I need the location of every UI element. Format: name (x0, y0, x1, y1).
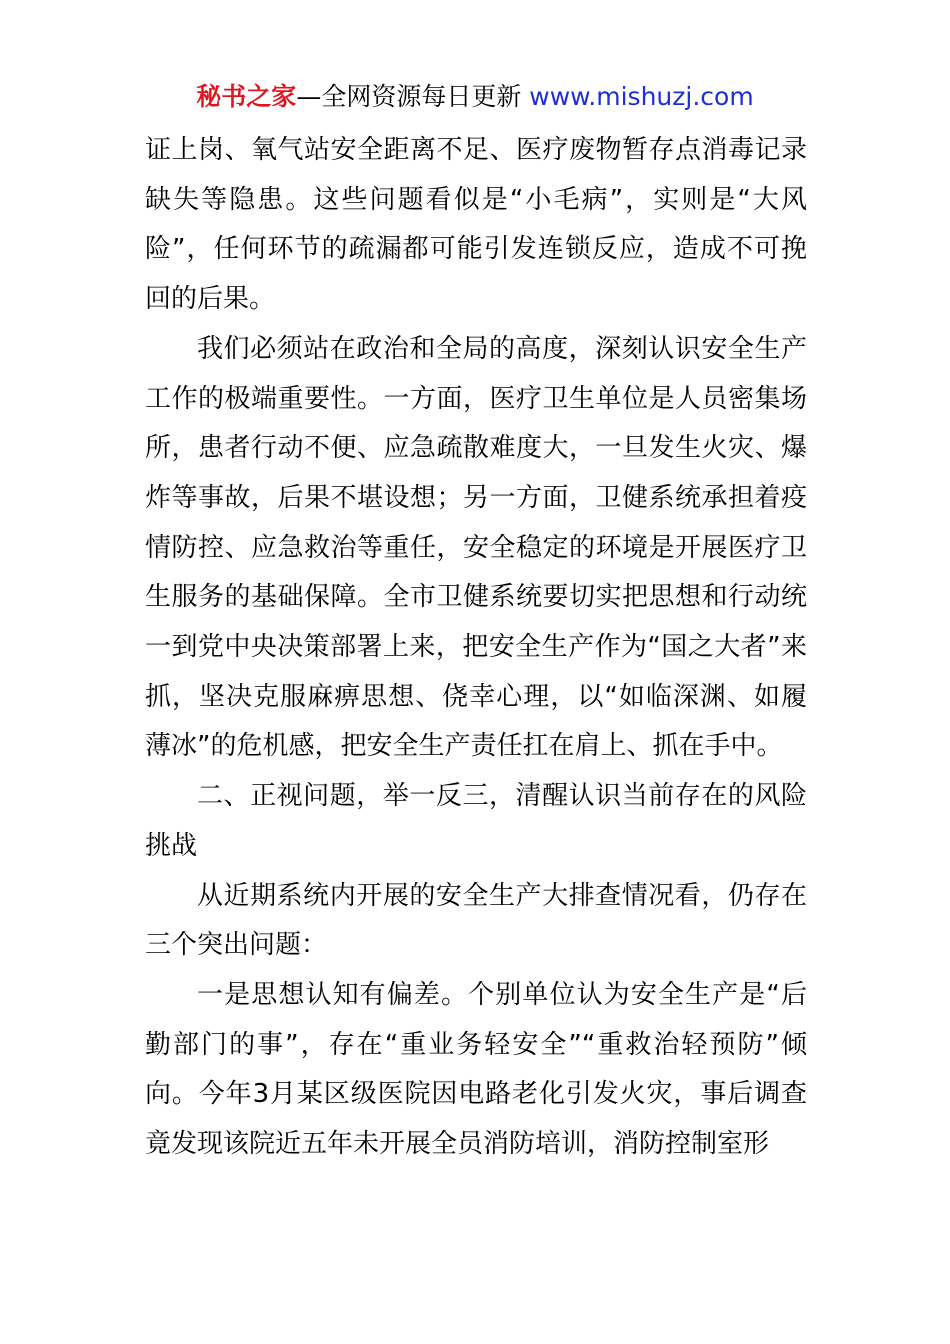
paragraph-survey: 从近期系统内开展的安全生产大排查情况看，仍存在三个突出问题： (145, 880, 807, 961)
paragraph-problem-one: 一是思想认知有偏差。个别单位认为安全生产是“后勤部门的事”，存在“重业务轻安全”“重救治轻预防”倾向。今年3月某区级医院因电路老化引发火灾，事后调查竟发现该院近五年未开展全员消防培训，消防控制室形 (145, 979, 807, 1160)
paragraph-importance: 我们必须站在政治和全局的高度，深刻认识安全生产工作的极端重要性。一方面，医疗卫生单位是人员密集场所，患者行动不便、应急疏散难度大，一旦发生火灾、爆炸等事故，后果不堪设想；另一方面，卫健系统承担着疫情防控、应急救治等重任，安全稳定的环境是开展医疗卫生服务的基础保障。全市卫健系统要切实把思想和行动统一到党中央决策部署上来，把安全生产作为“国之大者”来抓，坚决克服麻痹思想、侥幸心理，以“如临深渊、如履薄冰”的危机感，把安全生产责任扛在肩上、抓在手中。 (145, 333, 807, 762)
header-tagline: —全网资源每日更新 (296, 82, 530, 111)
site-url-link[interactable]: www.mishuzj.com (529, 82, 754, 111)
section-heading: 二、正视问题，举一反三，清醒认识当前存在的风险挑战 (145, 781, 807, 861)
paragraph-continuation: 证上岗、氧气站安全距离不足、医疗废物暂存点消毒记录缺失等隐患。这些问题看似是“小毛病”，实则是“大风险”，任何环节的疏漏都可能引发连锁反应，造成不可挽回的后果。 (145, 135, 807, 315)
brand-name: 秘书之家 (196, 82, 297, 111)
page-header (0, 80, 950, 114)
document-body (145, 126, 807, 1170)
